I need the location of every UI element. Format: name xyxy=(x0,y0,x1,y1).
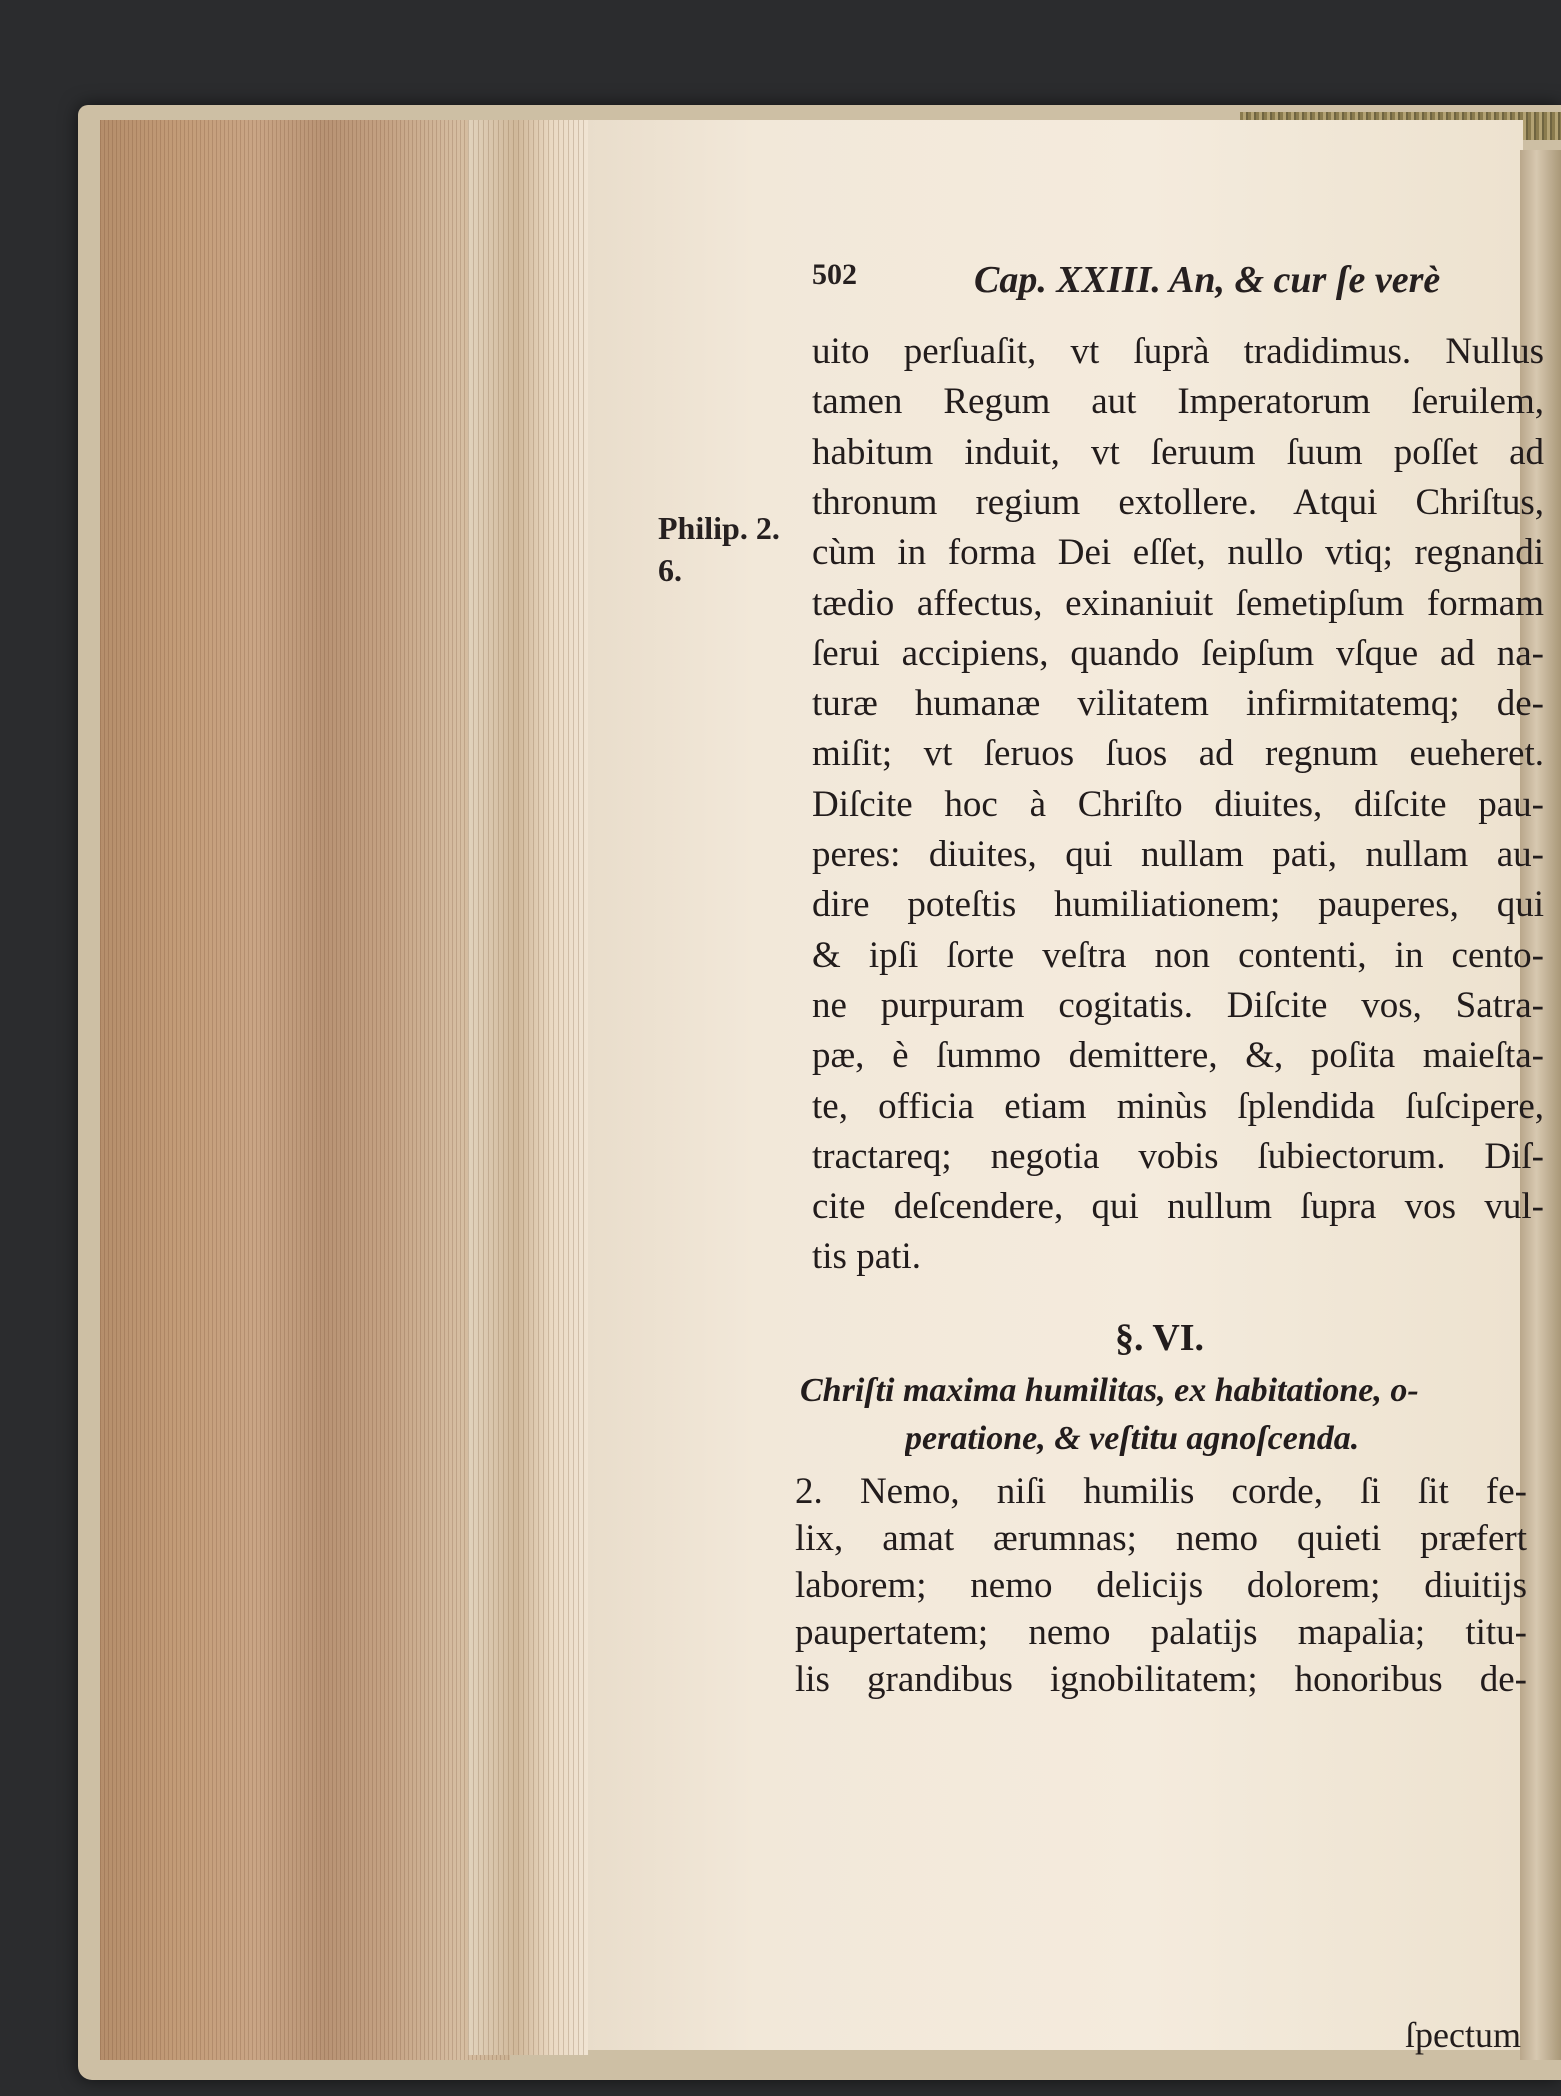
text-line: laborem; nemo delicijs dolorem; diuitijs xyxy=(795,1565,1527,1606)
text-line: ſerui accipiens, quando ſeipſum vſque ad na- xyxy=(812,632,1544,674)
margin-note-verse: 6. xyxy=(658,552,682,588)
text-line: peres: diuites, qui nullam pati, nullam au- xyxy=(812,834,1544,875)
text-line: tis pati. xyxy=(812,1236,921,1278)
text-line: tædio affectus, exinaniuit ſemetipſum formam xyxy=(812,582,1544,624)
section-heading-line-2: peratione, & veſtitu agnoſcenda. xyxy=(905,1420,1360,1457)
text-line: thronum regium extollere. Atqui Chriſtus, xyxy=(812,481,1544,523)
text-line: pæ, è ſummo demittere, &, poſita maieſta- xyxy=(812,1035,1544,1077)
text-line: habitum induit, vt ſeruum ſuum poſſet ad xyxy=(812,431,1544,473)
text-line: uito perſuaſit, vt ſuprà tradidimus. Nullus xyxy=(812,331,1544,372)
margin-note-reference: Philip. 2. xyxy=(658,510,780,546)
text-line: paupertatem; nemo palatijs mapalia; titu- xyxy=(795,1612,1527,1653)
text-line: dire poteſtis humiliationem; pauperes, qui xyxy=(812,884,1544,926)
catchword: ſpectum xyxy=(1405,2015,1521,2055)
text-line: tractareq; negotia vobis ſubiectorum. Diſ- xyxy=(812,1135,1544,1177)
page-edges xyxy=(100,120,510,2060)
text-line: lix, amat ærumnas; nemo quieti præfert xyxy=(795,1518,1527,1559)
text-line: & ipſi ſorte veſtra non contenti, in cento- xyxy=(812,934,1544,976)
section-mark: §. VI. xyxy=(1115,1317,1205,1359)
text-line: Diſcite hoc à Chriſto diuites, diſcite pau- xyxy=(812,783,1544,825)
text-line: cite deſcendere, qui nullum ſupra vos vul- xyxy=(812,1186,1544,1228)
text-line: ne purpuram cogitatis. Diſcite vos, Satra- xyxy=(812,984,1544,1026)
text-line: miſit; vt ſeruos ſuos ad regnum eueheret. xyxy=(812,733,1544,775)
text-line: te, officia etiam minùs ſplendida ſuſcipere, xyxy=(812,1085,1544,1127)
gutter-pages xyxy=(468,120,588,2055)
text-line: cùm in forma Dei eſſet, nullo vtiq; regnandi xyxy=(812,532,1544,574)
running-title: Cap. XXIII. An, & cur ſe verè xyxy=(974,259,1441,301)
text-line: 2. Nemo, niſi humilis corde, ſi ſit fe- xyxy=(795,1471,1527,1512)
running-header xyxy=(812,258,1532,308)
text-line: turæ humanæ vilitatem infirmitatemq; de- xyxy=(812,683,1544,725)
page-number: 502 xyxy=(812,258,857,291)
text-line: lis grandibus ignobilitatem; honoribus de- xyxy=(795,1659,1527,1700)
section-heading-line-1: Chriſti maxima humilitas, ex habitatione, o- xyxy=(800,1372,1419,1409)
text-line: tamen Regum aut Imperatorum ſeruilem, xyxy=(812,381,1544,423)
